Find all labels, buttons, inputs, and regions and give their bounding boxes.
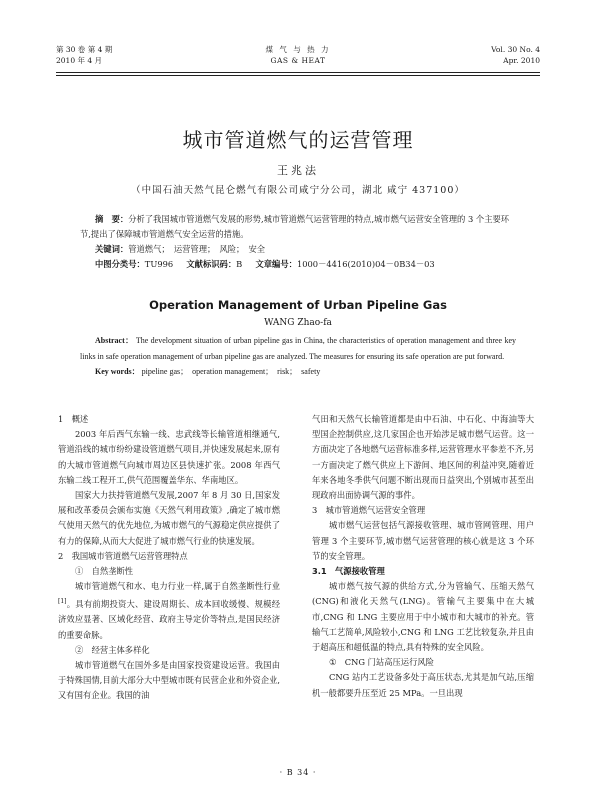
paragraph: 2003 年后西气东输一线、忠武线等长输管道相继通气,管道沿线的城市纷纷建设管道燃气项目,并快速发展起来,原有的大城市管道燃气向城市周边区县快速扩张。2008 年西气东输二线工程开工,供气范围覆盖华东、华南地区。 [58,429,280,485]
paragraph: 国家大力扶持管道燃气发展,2007 年 8 月 30 日,国家发展和改革委员会颁布实施《天然气利用政策》,确定了城市燃气使用天然气的优先地位,为城市燃气的气源稳定供应提供了有力的保障,从而大大促进了城市燃气行业的快速发展。 [58,490,280,546]
paragraph: 城市管道燃气在国外多是由国家投资建设运营。我国由于特殊国情,目前大部分大中型城市既有民营企业和外资企业,又有国有企业。我国的油 [58,660,280,701]
paragraph-text: 城市管道燃气和水、电力行业一样,属于自然垄断性行业 [75,581,280,592]
abstract-en-label: Abstract： [95,336,134,345]
header-rule-thin [56,75,540,76]
running-header [56,44,540,72]
paper-author-en: WANG Zhao-fa [264,318,332,328]
volume-issue: 第 30 卷 第 4 期 [56,45,113,54]
paper-author: 王兆法 [277,164,319,177]
abstract-cn [80,212,516,272]
section-1-heading: 1 概述 [58,414,89,424]
paper-title-en: Operation Management of Urban Pipeline Gas [149,298,447,312]
page-number: · B 34 · [279,768,317,777]
header-rule-thick [56,72,540,73]
keywords-en-label: Key words： [95,367,140,376]
clc-number: TU996 [144,259,174,269]
section-3-1-heading: 3.1 气源接收管理 [312,566,385,577]
keywords-cn-label: 关键词： [95,244,129,254]
journal-volume-en [491,44,540,66]
journal-name-cn: 煤 气 与 热 力 [265,45,331,54]
journal-name [56,44,540,66]
volume-issue-en: Vol. 30 No. 4 [491,45,540,54]
section-2-heading: 2 我国城市管道燃气运营管理特点 [58,550,188,561]
issue-date-en: Apr. 2010 [503,56,540,65]
abstract-cn-label: 摘 要： [95,214,129,224]
paragraph [58,579,280,643]
paragraph: CNG 站内工艺设备多处于高压状态,尤其是加气站,压缩机一般都要升压至近 25 MPa。一旦出现 [312,672,534,698]
author-affiliation: （中国石油天然气昆仑燃气有限公司咸宁分公司，湖北 咸宁 437100） [131,185,465,196]
abstract-en-text: The development situation of urban pipeline gas in China, the characteristics of operation management and three key links in safe operation management of urban pipeline gas are analyzed. The measures for ensuring its safe operation are put forward. [80,336,516,361]
journal-name-en: GAS & HEAT [270,56,326,65]
body-column-left [58,412,280,704]
doc-code: B [236,259,243,269]
section-3-heading: 3 城市管道燃气运营安全管理 [312,505,426,516]
citation-ref: [1] [58,598,67,606]
paper-title: 城市管道燃气的运营管理 [182,128,414,152]
paragraph: 城市燃气运营包括气源接收管理、城市管网管理、用户管理 3 个主要环节,城市燃气运营管理的核心就是这 3 个环节的安全管理。 [312,520,534,561]
doc-code-label: 文献标识码： [186,259,237,269]
abstract-en [80,333,516,380]
article-number-label: 文章编号： [255,259,297,269]
keywords-cn: 管道燃气； 运营管理； 风险； 安全 [128,244,266,254]
subsection-heading: ② 经营主体多样化 [75,644,150,655]
issue-date-cn: 2010 年 4 月 [56,56,103,65]
paragraph-text: 。具有前期投资大、建设周期长、成本回收缓慢、规模经济效应显著、区域化经营、政府主导定价等特点,是国民经济的重要命脉。 [58,599,280,640]
body-column-right [312,412,534,701]
keywords-en: pipeline gas； operation management； risk； safety [141,367,321,376]
article-number: 1000－4416(2010)04－0B34－03 [296,259,435,269]
paragraph: 气田和天然气长输管道都是由中石油、中石化、中海油等大型国企控制供应,这几家国企也开始涉足城市燃气运营。这一方面决定了各地燃气运营标准多样,运营管理水平参差不齐,另一方面决定了燃气供应上下游间、地区间的利益冲突,随着近年来各地冬季供气问题不断出现而日益突出,个别城市甚至出现政府出面协调气源的事件。 [312,414,534,501]
clc-label: 中图分类号： [95,259,145,269]
paragraph: 城市燃气按气源的供给方式,分为管输气、压缩天然气(CNG)和液化天然气(LNG)。管输气主要集中在大城市,CNG 和 LNG 主要应用于中小城市和大城市的补充。管输气工艺简单,风险较小,CNG 和 LNG 工艺比较复杂,并且由于超高压和超低温的特点,具有特殊的安全风险。 [312,581,534,653]
subsection-heading: ① CNG 门站高压运行风险 [329,657,434,668]
abstract-cn-text: 分析了我国城市管道燃气发展的形势,城市管道燃气运营管理的特点,城市燃气运营安全管理的 3 个主要环节,提出了保障城市管道燃气安全运营的措施。 [80,214,510,239]
subsection-heading: ① 自然垄断性 [75,566,134,577]
